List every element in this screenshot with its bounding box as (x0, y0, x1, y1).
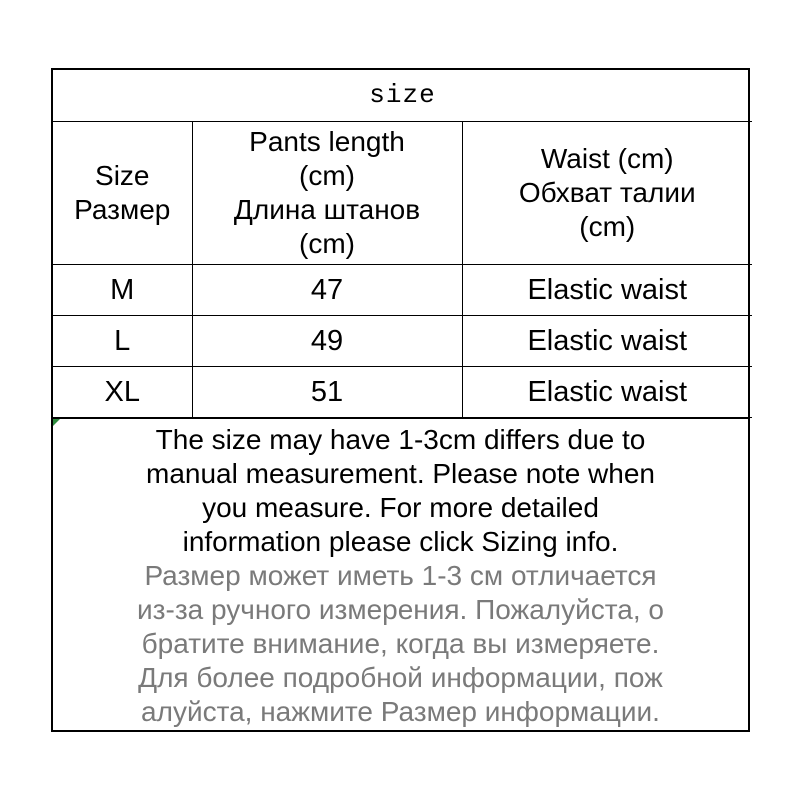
size-note (53, 418, 748, 729)
cell-pants-length: 47 (192, 264, 462, 315)
cell-waist: Elastic waist (462, 264, 752, 315)
table-title: size (53, 70, 752, 121)
cell-size: XL (53, 366, 192, 417)
cell-size: L (53, 315, 192, 366)
table-title-row (53, 70, 752, 121)
cell-pants-length: 51 (192, 366, 462, 417)
corner-mark-icon (53, 419, 60, 426)
table-row (53, 315, 752, 366)
size-chart (51, 68, 750, 732)
cell-size: M (53, 264, 192, 315)
header-pants-length: Pants length (cm) Длина штанов (cm) (192, 121, 462, 264)
cell-waist: Elastic waist (462, 366, 752, 417)
cell-waist: Elastic waist (462, 315, 752, 366)
table-row (53, 366, 752, 417)
table-row (53, 264, 752, 315)
header-waist: Waist (cm) Обхват талии (cm) (462, 121, 752, 264)
cell-pants-length: 49 (192, 315, 462, 366)
table-header-row (53, 121, 752, 264)
header-size: Size Размер (53, 121, 192, 264)
note-english: The size may have 1-3cm differs due to manual measurement. Please note when you measure. For more detailed information please click Sizing info. (146, 423, 655, 557)
size-table (53, 70, 752, 418)
note-russian: Размер может иметь 1-3 см отличается из-за ручного измерения. Пожалуйста, о братите внимание, когда вы измеряете. Для более подробной информации, пож алуйста, нажмите Размер информации. (137, 559, 664, 727)
